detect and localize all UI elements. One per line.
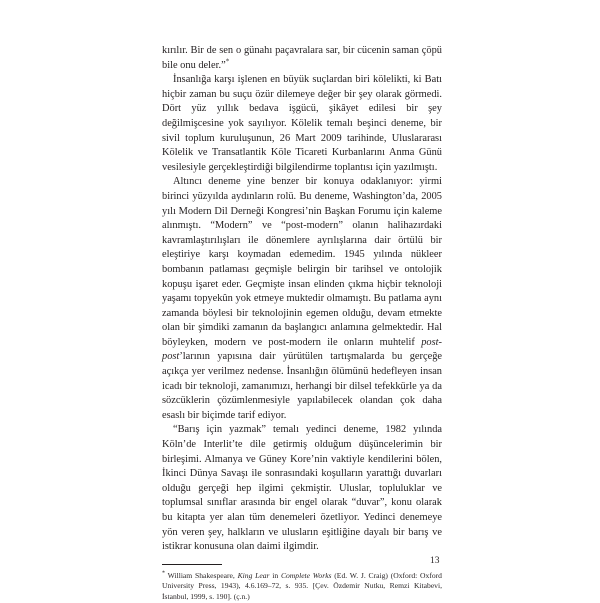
paragraph-3-italic-term: post-post [162,336,442,363]
paragraph-4: “Barış için yazmak” temalı yedinci deneme, 1982 yılında Köln’de Interlit’te dile getirmiş olduğum düşüncelerimin bir birleşimi. Almanya ve Güney Kore’nin vaktiyle kendilerini bölen, İkinci Dünya Savaşı ile sonrasındaki koşulların yarattığı duvarları olduğu gerçeği hep ilgimi çekmiştir. Uluslar, topluluklar ve toplumsal sınıflar arasında bir engel olarak “duvar”, konu olarak bu kitapta yer alan tüm denemeleri özetliyor. Yedinci denemeye yön veren şey, halkların ve ulusların eşitliğine dayalı bir barış ve istikrar konusuna olan daimi ilgimdir. [162,424,442,553]
footnote-text-b: (Ed. W. J. Craig) (Oxford: Oxford University Press, 1943), 4.6.169–72, s. 935. [Çev. Özdemir Nutku, Remzi Kitabevi, İstanbul, 1999, s. 190]. (ç.n.) [162,570,442,601]
paragraph-3 [162,175,442,423]
footnote-title-2: Complete Works [280,570,332,580]
paragraph-1-text: kırılır. Bir de sen o günahı paçavralara sar, bir cücenin saman çöpü bile onu deler.” [162,45,442,71]
paragraph-1 [162,44,442,73]
footnote [162,571,442,603]
page-body [162,44,442,603]
footnote-title: King Lear [237,570,270,580]
footnote-reference-mark: * [225,57,230,66]
footnote-mark: * [162,570,165,577]
footnote-divider [162,564,222,565]
page-number: 13 [430,556,440,566]
footnote-text-mid: in [269,570,281,580]
paragraph-2: İnsanlığa karşı işlenen en büyük suçlardan biri kölelikti, ki Batı hiçbir zaman bu suçu özür dilemeye değer bir şey olarak görmedi. Dört yüz yıllık bedava işgücü, şikâyet edilesi bir şey değilmişcesine yok sayılıyor. Kölelik temalı beşinci deneme, bir sivil toplum kuruluşunun, 26 Mart 2009 tarihinde, Uluslararası Kölelik ve Transatlantik Köle Ticareti Kurbanlarını Anma Günü vesilesiyle gerçekleştirdiği bilgilendirme toplantısı için yazılmıştı. [162,74,442,173]
footnote-text-a: William Shakespeare, [165,570,238,580]
paragraph-3-part-b: ’larının yapısına dair yürütülen tartışmalarda bu gerçeğe açıkça yer verilmez nedense. İnsanlığın ölümünü hedefleyen insan icadı bir teknoloji, zamanımızı, herhangi bir dilsel tefekkürle ya da sözcüklerin çözümlenmesiyle yapılabilecek olandan çok daha esaslı bir biçimde tarif ediyor. [162,351,442,421]
paragraph-3-part-a: Altıncı deneme yine benzer bir konuya odaklanıyor: yirmi birinci yüzyılda aydınların rolü. Bu deneme, Washington’da, 2005 yılı Modern Dil Derneği Kongresi’nin Başkan Forumu için kaleme alınmıştı. “Modern” ve “post-modern” olanın halihazırdaki kavramlaştırılışları ile dönemlere ayrılışlarına dair örtülü bir eleştiriye karşı koymadan edemedim. 1945 yılında nükleer bombanın patlaması geçmişle belirgin bir tarihsel ve ontolojik kopuşu işaret eder. Geçmişte insan elinden çıkma hiçbir teknoloji yaşamı topyekûn yok etmeye muktedir olmamıştı. Bu patlama aynı zamanda böylesi bir teknolojinin egemen olduğu, devam etmekte olan bir şimdiki zamanın da başlangıcı anlamına gelmektedir. Hal böyleyken, modern ve post-modern ile onların muhtelif [162,176,442,348]
